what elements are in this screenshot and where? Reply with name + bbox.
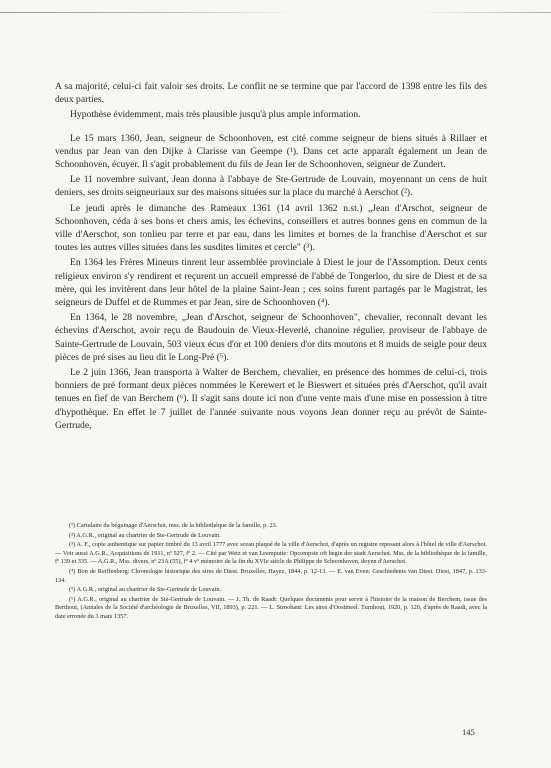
footnote: (³) A. F., copie authentique sur papier timbré du 13 avril 1777 avec sceau plaqué de la ville d'Aerschot, d'après un registre reposant alors à l'hôtel de ville d'Aerschot. — Voir aussi A.G.R., Acquisitions de 1911, nº 527, fº 2. — Cité par Wetz et van Leemputte: Opcompste oft begin der stadt Aerschot. Mss. de la bibliothèque de la famille, fº 139 et 335. — A.G.R., Mss. divers, nº 23A (55), fº 4 vº mémoire de la fin du XVIe siècle de Philippe de Schoonhoven, doyen d'Aerschot. — [55, 541, 487, 566]
page-number: 145 — [462, 727, 475, 737]
paragraph: Hypothèse évidemment, mais très plausible jusqu'à plus ample information. — [70, 109, 361, 121]
paragraph: En 1364, le 28 novembre, „Jean d'Arschot, seigneur de Schoonhoven", chevalier, reconnaît devant les échevins d'Aerschot, avoir reçu de Baudouin de Vieux-Heverlé, chanoine régulier, proviseur de l'abbaye de Sainte-Gertrude de Louvain, 503 vieux écus d'or et 100 deniers d'or dits moutons et 8 muids de seigle pour deux pièces de pré sises au lieu dit le Long-Pré (⁵). — [55, 312, 487, 363]
footnote: (¹) Cartulaire du béguinage d'Aerschot, mss. de la bibliothèque de la famille, p. 23. — [69, 522, 278, 529]
body-text — [55, 80, 487, 434]
footnotes — [55, 522, 487, 623]
footnote: (⁶) A.G.R., original au chartrier de Ste-Gertrude de Louvain. — J. Th. de Raadt: Quelques documents pour servir à l'histoire de la maison de Berchem, issue des Berthout, (Annales de la Société d'archéologie de Bruxelles, VII, 1893), p. 221. — L. Stroobant: Les sires d'Oostmeel. Turnhout, 1920, p. 120, d'après de Raadt, avec la date erronée du 3 mars 1357. — [55, 595, 487, 620]
paragraph: Le 15 mars 1360, Jean, seigneur de Schoonhoven, est cité comme seigneur de biens situés à Rillaer et vendus par Jean van den Dijke à Clarisse van Geempe (¹). Dans cet acte apparaît également un Jean de Schoonhoven, écuyer. Il s'agit probablement du fils de Jean Ier de Schoonhoven, seigneur de Zundert. — [55, 132, 487, 171]
paragraph: En 1364 les Frères Mineurs tinrent leur assemblée provinciale à Diest le jour de l'Assomption. Deux cents religieux environ s'y rendirent et reçurent un accueil empressé de l'abbé de Tongerloo, du sire de Diest et de sa mère, qui les invitèrent dans leur hôtel de la plaine Saint-Jean ; ces soins furent partagés par le Magistrat, les seigneurs de Duffel et de Rummes et par Jean, sire de Schoonhoven (⁴). — [55, 257, 487, 309]
paragraph: Le jeudi après le dimanche des Rameaux 1361 (14 avril 1362 n.st.) „Jean d'Arschot, seigneur de Schoonhoven, céda à ses bons et chers amis, les échevins, conseillers et autres bonnes gens en commun de la ville d'Aerschot, son tonlieu par terre et par eau, dans les limites et bornes de la franchise d'Aerschot et sur toutes les autres villes situées dans les susdites limites et cercle" (³). — [55, 202, 487, 254]
paragraph: Le 2 juin 1366, Jean transporta à Walter de Berchem, chevalier, en présence des hommes de celui-ci, trois bonniers de pré formant deux pièces nommées le Kerewert et le Bieswert et situées près d'Aerschot, qu'il avait tenues en fief de van Berchem (⁶). Il s'agit sans doute ici non d'une vente mais d'une mise en possession à titre d'hypothèque. En effet le 7 juillet de l'année suivante nous voyons Jean donner reçu au prévôt de Sainte-Gertrude, — [55, 367, 487, 431]
footnote: (⁵) A.G.R., original au chartrier de Ste-Gertrude de Louvain. — [69, 586, 222, 594]
footnote: (²) A.G.R., original au chartrier de Ste-Gertrude de Louvain. — [69, 531, 221, 539]
footnote: (⁴) Bon de Reiffenberg: Chronologie historique des sires de Diest. Bruxelles, Hayez, 1844, p. 12-13. — E. van Even: Geschiedenis van Diest. Diest, 1847, p. 133-134. — [55, 567, 487, 584]
top-rule — [0, 12, 551, 13]
paragraph: Le 11 novembre suivant, Jean donna à l'abbaye de Ste-Gertrude de Louvain, moyennant un cens de huit deniers, ses droits seigneuriaux sur des maisons situées sur la place du marché à Aerschot (²). — [55, 174, 487, 199]
paragraph: A sa majorité, celui-ci fait valoir ses droits. Le conflit ne se termine que par l'accord de 1398 entre les fils des deux parties. — [55, 81, 487, 106]
